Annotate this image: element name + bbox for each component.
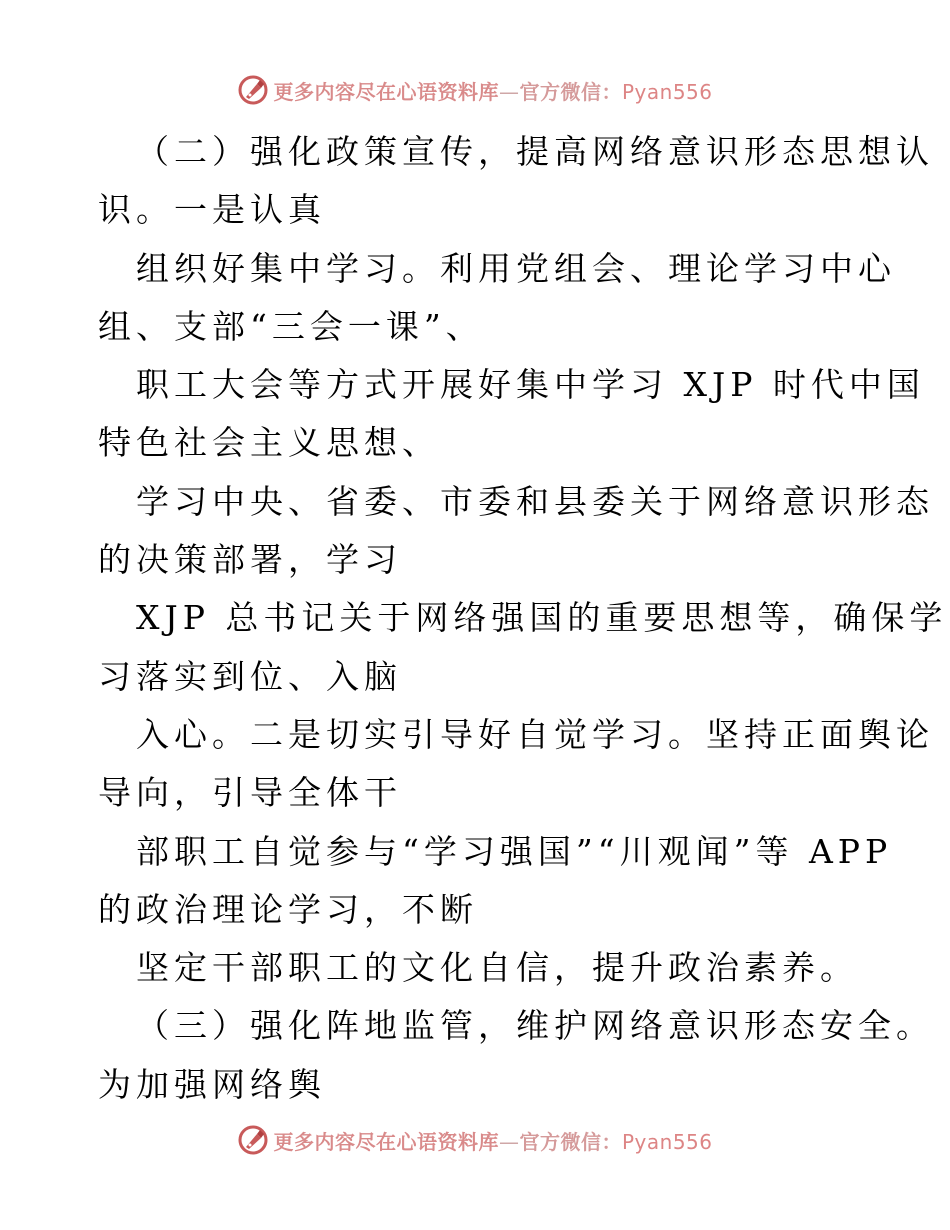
pen-nib-circle-icon — [237, 1124, 269, 1156]
paragraph-line: （二）强化政策宣传，提高网络意识形态思想认 — [136, 132, 934, 171]
paragraph-line: 的政治理论学习，不断 — [98, 889, 478, 929]
paragraph-line: 习落实到位、入脑 — [98, 656, 402, 696]
paragraph-line: 坚定干部职工的文化自信，提升政治素养。 — [136, 948, 858, 988]
banner-wechat-label: 官方微信： — [519, 79, 622, 104]
banner-separator: — — [498, 79, 520, 104]
banner-wechat-id: Pyan556 — [621, 1129, 713, 1154]
document-body — [98, 123, 948, 1114]
paragraph-line: 部职工自觉参与“学习强国”“川观闻”等 APP — [136, 831, 893, 871]
paragraph-line: 特色社会主义思想、 — [98, 423, 440, 463]
paragraph-line: 为加强网络舆 — [98, 1064, 326, 1104]
paragraph-line: 导向，引导全体干 — [98, 773, 402, 813]
header-banner — [0, 72, 950, 108]
paragraph-line: 组、支部“三会一课”、 — [98, 306, 484, 346]
paragraph-line: 学习中央、省委、市委和县委关于网络意识形态 — [136, 481, 934, 521]
footer-banner — [0, 1122, 950, 1158]
paragraph-line: 组织好集中学习。利用党组会、理论学习中心 — [136, 248, 896, 288]
banner-text — [273, 76, 712, 105]
paragraph-line: 识。一是认真 — [98, 190, 326, 230]
paragraph-line: （三）强化阵地监管，维护网络意识形态安全。 — [136, 1006, 934, 1046]
banner-brand: 更多内容尽在心语资料库 — [273, 1129, 499, 1154]
banner-text — [273, 1126, 712, 1155]
banner-wechat-label: 官方微信： — [519, 1129, 622, 1154]
pen-nib-circle-icon — [237, 74, 269, 106]
paragraph-line: 入心。二是切实引导好自觉学习。坚持正面舆论 — [136, 714, 934, 754]
banner-wechat-id: Pyan556 — [621, 79, 713, 104]
banner-brand: 更多内容尽在心语资料库 — [273, 79, 499, 104]
paragraph-line: 职工大会等方式开展好集中学习 XJP 时代中国 — [136, 365, 925, 405]
banner-separator: — — [498, 1129, 520, 1154]
paragraph-line: XJP 总书记关于网络强国的重要思想等，确保学 — [136, 598, 948, 638]
paragraph-line: 的决策部署，学习 — [98, 540, 402, 580]
